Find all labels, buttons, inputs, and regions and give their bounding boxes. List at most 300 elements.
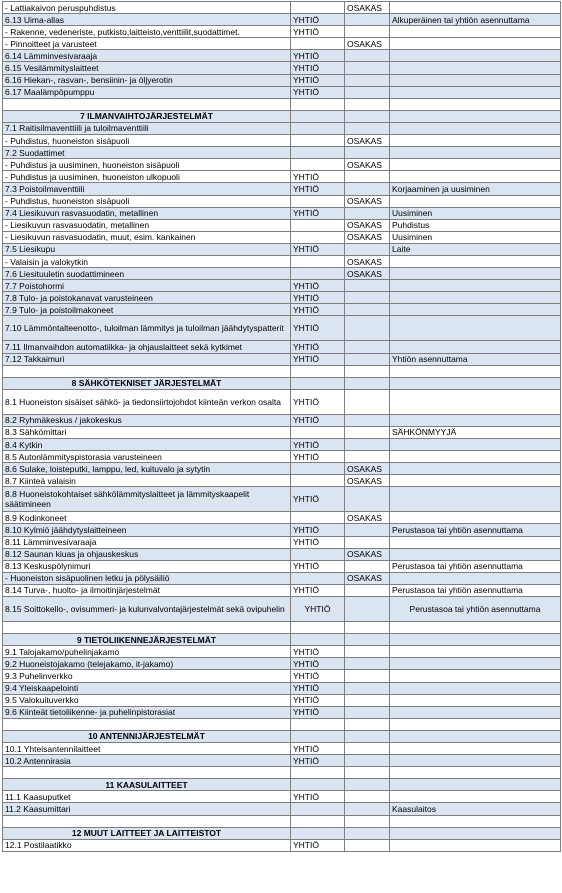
item-name-cell: 7.4 Liesikuvun rasvasuodatin, metallinen bbox=[3, 207, 291, 219]
table-row bbox=[3, 268, 561, 280]
table-row bbox=[3, 536, 561, 548]
note-cell bbox=[390, 622, 561, 634]
item-name-cell bbox=[3, 98, 291, 110]
note-cell bbox=[390, 414, 561, 426]
item-name-cell: 8.5 Autonlämmityspistorasia varusteineen bbox=[3, 451, 291, 463]
item-name-cell bbox=[3, 622, 291, 634]
osakas-cell bbox=[345, 316, 390, 341]
osakas-cell: OSAKAS bbox=[345, 572, 390, 584]
section-heading-row bbox=[3, 377, 561, 389]
item-name-cell: - Liesikuvun rasvasuodatin, metallinen bbox=[3, 219, 291, 231]
item-name-cell: 7.5 Liesikupu bbox=[3, 243, 291, 255]
note-cell bbox=[390, 147, 561, 159]
osakas-cell bbox=[345, 98, 390, 110]
table-row bbox=[3, 658, 561, 670]
osakas-cell bbox=[345, 670, 390, 682]
osakas-cell bbox=[345, 634, 390, 646]
section-heading-row bbox=[3, 779, 561, 791]
osakas-cell bbox=[345, 682, 390, 694]
table-row bbox=[3, 389, 561, 414]
item-name-cell: - Lattiakaivon peruspuhdistus bbox=[3, 2, 291, 14]
note-cell: Laite bbox=[390, 243, 561, 255]
note-cell bbox=[390, 377, 561, 389]
note-cell bbox=[390, 670, 561, 682]
osakas-cell bbox=[345, 147, 390, 159]
osakas-cell: OSAKAS bbox=[345, 255, 390, 267]
item-name-cell: 6.16 Hiekan-, rasvan-, bensiinin- ja öljyerotin bbox=[3, 74, 291, 86]
note-cell bbox=[390, 658, 561, 670]
yhtio-cell: YHTIÖ bbox=[291, 682, 345, 694]
yhtio-cell bbox=[291, 827, 345, 839]
osakas-cell bbox=[345, 389, 390, 414]
osakas-cell bbox=[345, 706, 390, 718]
section-heading-row bbox=[3, 827, 561, 839]
item-name-cell: 9.2 Huoneistojakamo (telejakamo, it-jakamo) bbox=[3, 658, 291, 670]
yhtio-cell bbox=[291, 365, 345, 377]
table-row bbox=[3, 195, 561, 207]
yhtio-cell bbox=[291, 803, 345, 815]
table-row bbox=[3, 147, 561, 159]
yhtio-cell bbox=[291, 475, 345, 487]
note-cell bbox=[390, 742, 561, 754]
note-cell bbox=[390, 304, 561, 316]
osakas-cell bbox=[345, 815, 390, 827]
yhtio-cell bbox=[291, 195, 345, 207]
item-name-cell: 11 KAASULAITTEET bbox=[3, 779, 291, 791]
item-name-cell: 6.14 Lämminvesivaraaja bbox=[3, 50, 291, 62]
osakas-cell bbox=[345, 292, 390, 304]
osakas-cell: OSAKAS bbox=[345, 231, 390, 243]
note-cell bbox=[390, 536, 561, 548]
yhtio-cell: YHTIÖ bbox=[291, 183, 345, 195]
table-row bbox=[3, 414, 561, 426]
osakas-cell bbox=[345, 439, 390, 451]
item-name-cell: 8.14 Turva-, huolto- ja ilmoitinjärjestelmät bbox=[3, 584, 291, 596]
table-row bbox=[3, 584, 561, 596]
item-name-cell: 8.7 Kiinteä valaisin bbox=[3, 475, 291, 487]
item-name-cell: 8.15 Soittokello-, ovisummeri- ja kulunvalvontajärjestelmät sekä ovipuhelin bbox=[3, 597, 291, 622]
yhtio-cell bbox=[291, 426, 345, 438]
osakas-cell: OSAKAS bbox=[345, 2, 390, 14]
responsibility-table bbox=[2, 1, 561, 852]
table-row bbox=[3, 426, 561, 438]
yhtio-cell: YHTIÖ bbox=[291, 414, 345, 426]
item-name-cell: 7.3 Poistoilmaventtiili bbox=[3, 183, 291, 195]
yhtio-cell: YHTIÖ bbox=[291, 524, 345, 536]
yhtio-cell: YHTIÖ bbox=[291, 536, 345, 548]
table-row bbox=[3, 706, 561, 718]
note-cell bbox=[390, 730, 561, 742]
item-name-cell: - Valaisin ja valokytkin bbox=[3, 255, 291, 267]
yhtio-cell: YHTIÖ bbox=[291, 389, 345, 414]
yhtio-cell bbox=[291, 815, 345, 827]
section-heading-row bbox=[3, 730, 561, 742]
table-row bbox=[3, 135, 561, 147]
osakas-cell bbox=[345, 584, 390, 596]
item-name-cell: 7.2 Suodattimet bbox=[3, 147, 291, 159]
item-name-cell: 8.4 Kytkin bbox=[3, 439, 291, 451]
yhtio-cell bbox=[291, 231, 345, 243]
table-row bbox=[3, 694, 561, 706]
item-name-cell bbox=[3, 815, 291, 827]
yhtio-cell bbox=[291, 634, 345, 646]
note-cell bbox=[390, 634, 561, 646]
note-cell bbox=[390, 646, 561, 658]
osakas-cell bbox=[345, 755, 390, 767]
osakas-cell bbox=[345, 658, 390, 670]
yhtio-cell: YHTIÖ bbox=[291, 670, 345, 682]
yhtio-cell: YHTIÖ bbox=[291, 280, 345, 292]
osakas-cell: OSAKAS bbox=[345, 219, 390, 231]
osakas-cell bbox=[345, 183, 390, 195]
item-name-cell: 8.12 Saunan kiuas ja ohjauskeskus bbox=[3, 548, 291, 560]
table-row bbox=[3, 791, 561, 803]
note-cell bbox=[390, 135, 561, 147]
note-cell bbox=[390, 255, 561, 267]
note-cell: Korjaaminen ja uusiminen bbox=[390, 183, 561, 195]
item-name-cell: 12.1 Postilaatikko bbox=[3, 839, 291, 851]
yhtio-cell: YHTIÖ bbox=[291, 658, 345, 670]
table-row bbox=[3, 597, 561, 622]
yhtio-cell: YHTIÖ bbox=[291, 62, 345, 74]
table-row bbox=[3, 439, 561, 451]
yhtio-cell bbox=[291, 110, 345, 122]
note-cell bbox=[390, 451, 561, 463]
osakas-cell bbox=[345, 779, 390, 791]
yhtio-cell bbox=[291, 2, 345, 14]
table-row bbox=[3, 463, 561, 475]
table-row bbox=[3, 341, 561, 353]
yhtio-cell bbox=[291, 98, 345, 110]
note-cell bbox=[390, 38, 561, 50]
item-name-cell: 8.1 Huoneiston sisäiset sähkö- ja tiedonsiirtojohdot kiinteän verkon osalta bbox=[3, 389, 291, 414]
table-row bbox=[3, 183, 561, 195]
table-row bbox=[3, 86, 561, 98]
table-row bbox=[3, 487, 561, 512]
note-cell bbox=[390, 110, 561, 122]
table-row bbox=[3, 255, 561, 267]
yhtio-cell: YHTIÖ bbox=[291, 597, 345, 622]
table-row bbox=[3, 62, 561, 74]
yhtio-cell bbox=[291, 718, 345, 730]
table-row bbox=[3, 171, 561, 183]
table-row bbox=[3, 231, 561, 243]
yhtio-cell: YHTIÖ bbox=[291, 791, 345, 803]
osakas-cell bbox=[345, 171, 390, 183]
item-name-cell: 8 SÄHKÖTEKNISET JÄRJESTELMÄT bbox=[3, 377, 291, 389]
yhtio-cell: YHTIÖ bbox=[291, 243, 345, 255]
osakas-cell bbox=[345, 26, 390, 38]
note-cell bbox=[390, 62, 561, 74]
table-row bbox=[3, 26, 561, 38]
table-row bbox=[3, 353, 561, 365]
note-cell bbox=[390, 827, 561, 839]
osakas-cell bbox=[345, 718, 390, 730]
yhtio-cell bbox=[291, 572, 345, 584]
note-cell bbox=[390, 389, 561, 414]
table-row bbox=[3, 646, 561, 658]
table-row bbox=[3, 755, 561, 767]
table-row bbox=[3, 243, 561, 255]
osakas-cell: OSAKAS bbox=[345, 135, 390, 147]
yhtio-cell: YHTIÖ bbox=[291, 292, 345, 304]
note-cell bbox=[390, 706, 561, 718]
note-cell: Puhdistus bbox=[390, 219, 561, 231]
osakas-cell: OSAKAS bbox=[345, 268, 390, 280]
item-name-cell: 9.1 Talojakamo/puhelinjakamo bbox=[3, 646, 291, 658]
osakas-cell bbox=[345, 536, 390, 548]
note-cell bbox=[390, 98, 561, 110]
osakas-cell bbox=[345, 207, 390, 219]
table-row bbox=[3, 219, 561, 231]
note-cell bbox=[390, 475, 561, 487]
note-cell bbox=[390, 682, 561, 694]
yhtio-cell: YHTIÖ bbox=[291, 560, 345, 572]
yhtio-cell: YHTIÖ bbox=[291, 584, 345, 596]
yhtio-cell: YHTIÖ bbox=[291, 171, 345, 183]
yhtio-cell: YHTIÖ bbox=[291, 839, 345, 851]
note-cell bbox=[390, 365, 561, 377]
section-heading-row bbox=[3, 110, 561, 122]
osakas-cell: OSAKAS bbox=[345, 159, 390, 171]
yhtio-cell bbox=[291, 135, 345, 147]
yhtio-cell: YHTIÖ bbox=[291, 14, 345, 26]
table-row bbox=[3, 682, 561, 694]
note-cell bbox=[390, 195, 561, 207]
note-cell: Kaasulaitos bbox=[390, 803, 561, 815]
osakas-cell bbox=[345, 487, 390, 512]
yhtio-cell bbox=[291, 159, 345, 171]
item-name-cell: 7 ILMANVAIHTOJÄRJESTELMÄT bbox=[3, 110, 291, 122]
yhtio-cell: YHTIÖ bbox=[291, 439, 345, 451]
note-cell bbox=[390, 50, 561, 62]
note-cell bbox=[390, 839, 561, 851]
table-row bbox=[3, 122, 561, 134]
yhtio-cell bbox=[291, 122, 345, 134]
osakas-cell bbox=[345, 524, 390, 536]
yhtio-cell: YHTIÖ bbox=[291, 86, 345, 98]
yhtio-cell: YHTIÖ bbox=[291, 353, 345, 365]
osakas-cell bbox=[345, 694, 390, 706]
table-row bbox=[3, 512, 561, 524]
note-cell bbox=[390, 815, 561, 827]
item-name-cell: - Puhdistus ja uusiminen, huoneiston sisäpuoli bbox=[3, 159, 291, 171]
table-row bbox=[3, 207, 561, 219]
table-row bbox=[3, 159, 561, 171]
yhtio-cell bbox=[291, 779, 345, 791]
note-cell bbox=[390, 159, 561, 171]
osakas-cell bbox=[345, 730, 390, 742]
spacer-row bbox=[3, 365, 561, 377]
note-cell bbox=[390, 341, 561, 353]
note-cell: Uusiminen bbox=[390, 231, 561, 243]
item-name-cell: - Pinnoitteet ja varusteet bbox=[3, 38, 291, 50]
item-name-cell: 6.15 Vesilämmityslaitteet bbox=[3, 62, 291, 74]
osakas-cell bbox=[345, 803, 390, 815]
yhtio-cell bbox=[291, 463, 345, 475]
spacer-row bbox=[3, 767, 561, 779]
item-name-cell: 8.6 Sulake, loisteputki, lamppu, led, kuituvalo ja sytytin bbox=[3, 463, 291, 475]
item-name-cell: 8.9 Kodinkoneet bbox=[3, 512, 291, 524]
osakas-cell bbox=[345, 62, 390, 74]
table-row bbox=[3, 292, 561, 304]
yhtio-cell bbox=[291, 767, 345, 779]
note-cell bbox=[390, 718, 561, 730]
table-row bbox=[3, 38, 561, 50]
osakas-cell bbox=[345, 742, 390, 754]
yhtio-cell: YHTIÖ bbox=[291, 646, 345, 658]
note-cell: Perustasoa tai yhtiön asennuttama bbox=[390, 584, 561, 596]
item-name-cell: - Huoneiston sisäpuolinen letku ja pölysäiliö bbox=[3, 572, 291, 584]
item-name-cell: 9.3 Puhelinverkko bbox=[3, 670, 291, 682]
note-cell bbox=[390, 268, 561, 280]
item-name-cell: 7.12 Takkaimuri bbox=[3, 353, 291, 365]
note-cell bbox=[390, 572, 561, 584]
osakas-cell bbox=[345, 426, 390, 438]
yhtio-cell bbox=[291, 377, 345, 389]
osakas-cell: OSAKAS bbox=[345, 475, 390, 487]
osakas-cell bbox=[345, 839, 390, 851]
note-cell bbox=[390, 2, 561, 14]
item-name-cell: 7.8 Tulo- ja poistokanavat varusteineen bbox=[3, 292, 291, 304]
yhtio-cell bbox=[291, 622, 345, 634]
osakas-cell bbox=[345, 243, 390, 255]
osakas-cell: OSAKAS bbox=[345, 512, 390, 524]
yhtio-cell bbox=[291, 512, 345, 524]
item-name-cell: 10.2 Antennirasia bbox=[3, 755, 291, 767]
table-row bbox=[3, 742, 561, 754]
note-cell bbox=[390, 767, 561, 779]
note-cell bbox=[390, 779, 561, 791]
osakas-cell bbox=[345, 74, 390, 86]
note-cell bbox=[390, 316, 561, 341]
note-cell bbox=[390, 280, 561, 292]
osakas-cell bbox=[345, 122, 390, 134]
osakas-cell bbox=[345, 451, 390, 463]
note-cell bbox=[390, 171, 561, 183]
item-name-cell: 9.5 Valokuituverkko bbox=[3, 694, 291, 706]
yhtio-cell bbox=[291, 147, 345, 159]
osakas-cell bbox=[345, 341, 390, 353]
yhtio-cell: YHTIÖ bbox=[291, 26, 345, 38]
item-name-cell: 8.11 Lämminvesivaraaja bbox=[3, 536, 291, 548]
osakas-cell bbox=[345, 646, 390, 658]
note-cell bbox=[390, 755, 561, 767]
table-row bbox=[3, 14, 561, 26]
item-name-cell: 8.10 Kylmiö jäähdytyslaitteineen bbox=[3, 524, 291, 536]
item-name-cell bbox=[3, 365, 291, 377]
table-row bbox=[3, 560, 561, 572]
osakas-cell bbox=[345, 827, 390, 839]
item-name-cell: 6.17 Maalämpöpumppu bbox=[3, 86, 291, 98]
table-row bbox=[3, 548, 561, 560]
yhtio-cell bbox=[291, 219, 345, 231]
item-name-cell bbox=[3, 718, 291, 730]
item-name-cell: 10 ANTENNIJÄRJESTELMÄT bbox=[3, 730, 291, 742]
osakas-cell bbox=[345, 50, 390, 62]
yhtio-cell: YHTIÖ bbox=[291, 451, 345, 463]
note-cell bbox=[390, 512, 561, 524]
note-cell bbox=[390, 74, 561, 86]
item-name-cell: 8.8 Huoneistokohtaiset sähkölämmityslaitteet ja lämmityskaapelit säätimineen bbox=[3, 487, 291, 512]
table-row bbox=[3, 524, 561, 536]
yhtio-cell bbox=[291, 255, 345, 267]
osakas-cell: OSAKAS bbox=[345, 548, 390, 560]
osakas-cell bbox=[345, 304, 390, 316]
note-cell bbox=[390, 292, 561, 304]
item-name-cell: - Puhdistus, huoneiston sisäpuoli bbox=[3, 195, 291, 207]
note-cell bbox=[390, 26, 561, 38]
yhtio-cell: YHTIÖ bbox=[291, 742, 345, 754]
spacer-row bbox=[3, 718, 561, 730]
yhtio-cell: YHTIÖ bbox=[291, 694, 345, 706]
item-name-cell: 9.6 Kiinteät tietoliikenne- ja puhelinpistorasiat bbox=[3, 706, 291, 718]
table-row bbox=[3, 316, 561, 341]
osakas-cell bbox=[345, 767, 390, 779]
section-heading-row bbox=[3, 634, 561, 646]
item-name-cell: 7.6 Liesituuletin suodattimineen bbox=[3, 268, 291, 280]
note-cell bbox=[390, 791, 561, 803]
item-name-cell: 11.2 Kaasumittari bbox=[3, 803, 291, 815]
table-row bbox=[3, 50, 561, 62]
table-row bbox=[3, 2, 561, 14]
item-name-cell: 7.10 Lämmöntalteenotto-, tuloilman lämmitys ja tuloilman jäähdytyspatterit bbox=[3, 316, 291, 341]
osakas-cell bbox=[345, 414, 390, 426]
note-cell: Perustasoa tai yhtiön asennuttama bbox=[390, 560, 561, 572]
osakas-cell bbox=[345, 365, 390, 377]
item-name-cell: 9.4 Yleiskaapelointi bbox=[3, 682, 291, 694]
osakas-cell bbox=[345, 86, 390, 98]
spacer-row bbox=[3, 815, 561, 827]
osakas-cell bbox=[345, 377, 390, 389]
item-name-cell: 7.1 Raitisilmaventtiili ja tuloilmaventtiili bbox=[3, 122, 291, 134]
osakas-cell bbox=[345, 560, 390, 572]
note-cell bbox=[390, 463, 561, 475]
note-cell bbox=[390, 548, 561, 560]
osakas-cell bbox=[345, 110, 390, 122]
yhtio-cell: YHTIÖ bbox=[291, 50, 345, 62]
yhtio-cell bbox=[291, 38, 345, 50]
note-cell bbox=[390, 439, 561, 451]
item-name-cell: - Puhdistus, huoneiston sisäpuoli bbox=[3, 135, 291, 147]
item-name-cell: 8.3 Sähkömittari bbox=[3, 426, 291, 438]
osakas-cell bbox=[345, 280, 390, 292]
table-row bbox=[3, 74, 561, 86]
item-name-cell: 8.13 Keskuspölynimuri bbox=[3, 560, 291, 572]
note-cell bbox=[390, 86, 561, 98]
osakas-cell: OSAKAS bbox=[345, 463, 390, 475]
yhtio-cell bbox=[291, 268, 345, 280]
table-row bbox=[3, 475, 561, 487]
osakas-cell bbox=[345, 622, 390, 634]
table-row bbox=[3, 451, 561, 463]
osakas-cell bbox=[345, 597, 390, 622]
yhtio-cell: YHTIÖ bbox=[291, 706, 345, 718]
item-name-cell: - Rakenne, vedeneriste, putkisto,laitteisto,venttiilit,suodattimet. bbox=[3, 26, 291, 38]
spacer-row bbox=[3, 622, 561, 634]
item-name-cell: - Puhdistus ja uusiminen, huoneiston ulkopuoli bbox=[3, 171, 291, 183]
osakas-cell bbox=[345, 353, 390, 365]
table-row bbox=[3, 803, 561, 815]
yhtio-cell: YHTIÖ bbox=[291, 341, 345, 353]
note-cell: Alkuperäinen tai yhtiön asennuttama bbox=[390, 14, 561, 26]
yhtio-cell: YHTIÖ bbox=[291, 755, 345, 767]
note-cell: Perustasoa tai yhtiön asennuttama bbox=[390, 597, 561, 622]
spacer-row bbox=[3, 98, 561, 110]
item-name-cell: 7.9 Tulo- ja poistoilmakoneet bbox=[3, 304, 291, 316]
note-cell bbox=[390, 122, 561, 134]
yhtio-cell: YHTIÖ bbox=[291, 487, 345, 512]
